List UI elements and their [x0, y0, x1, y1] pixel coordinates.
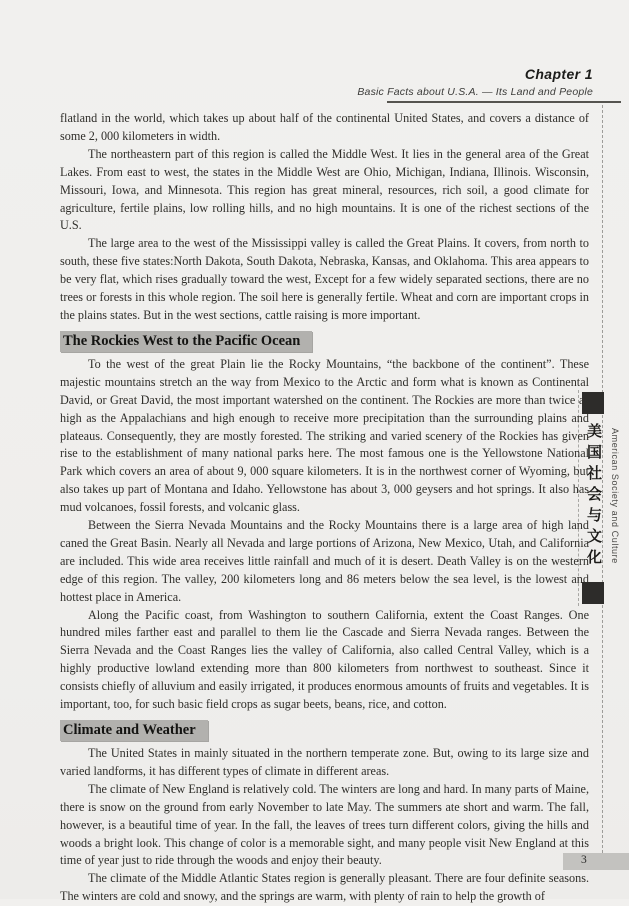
paragraph: The northeastern part of this region is called the Middle West. It lies in the general area of the Great Lakes. From east to west, the states in the Middle West are Ohio, Michigan, Indiana, Illinois. Wisconsin, Missouri, Iowa, and Minnesota. This region has great mineral, resources, rich soil, a good climate for agriculture, fertile plains, low rolling hills, and no high mountains. It is one of the richest sections of the U.S.: [60, 146, 589, 233]
section-heading: [60, 331, 589, 351]
paragraph: The United States in mainly situated in the northern temperate zone. But, owing to its large size and varied landforms, it has different types of climate in different areas.: [60, 746, 589, 778]
header-rule: [387, 101, 621, 103]
chapter-title: Chapter 1: [524, 66, 593, 82]
page-number: 3: [581, 854, 587, 866]
paragraph: Along the Pacific coast, from Washington to southern California, extent the Coast Ranges. One hundred miles farther east and parallel to them lie the Cascade and Sierra Nevada ranges. Between the Sierra Nevada and the Coast Ranges lies the valley of California, also called Central Valley, which is a highly productive lowland extending more than 800 kilometers from northwest to southeast. Since it consists chiefly of alluvium and easily irrigated, it produces enormous amounts of fruits and vegetables. It is important, too, for such basic field crops as sugar beets, beans, rice, and cotton.: [60, 607, 589, 712]
chapter-subtitle: Basic Facts about U.S.A. — Its Land and People: [357, 86, 593, 98]
paragraph: To the west of the great Plain lie the Rocky Mountains, “the backbone of the continent”. These majestic mountains stretch an the way from Mexico to the Arctic and form what is known as Continental David, or Great David, the most important watershed on the continent. The Rockies are more than twice as high as the Appalachians and high enough to receive more precipitation than the surrounding plains and plateaus. Consequently, they are mostly forested. The striking and varied scenery of the Rockies has given rise to the establishment of many national parks here. The most famous one is the Yellowstone National Park which covers an area of about 9, 000 square kilometers. It is in the northwest corner of Wyoming, but also takes up part of Montana and Idaho. Yellowstone has about 3, 000 geysers and hot springs. It also has mud volcanoes, fossil forests, and volcanic glass.: [60, 356, 589, 515]
paragraph: Between the Sierra Nevada Mountains and the Rocky Mountains there is a large area of high land caned the Great Basin. Nearly all Nevada and large portions of Arizona, New Mexico, Utah, and California are included. This wide area receives little rainfall and much of it is desert. Death Valley is on the western edge of this region. The valley, 200 kilometers long and 86 meters below the sea level, is the lowest and hottest place in America.: [60, 518, 589, 604]
book-title-chinese: 美国社会与文化: [585, 423, 601, 570]
book-title-english: American Society and Culture: [610, 428, 620, 564]
paragraph: The climate of the Middle Atlantic States region is generally pleasant. There are four definite seasons. The winters are cold and snowy, and the springs are warm, with plenty of rain to help the growth of: [60, 871, 589, 904]
paragraph: flatland in the world, which takes up about half of the continental United States, and covers a distance of some 2, 000 kilometers in width.: [60, 111, 589, 143]
paragraph: The climate of New England is relatively cold. The winters are long and hard. In many parts of Maine, there is snow on the ground from early November to late May. The summers ate short and warm. The fall, however, is a beautiful time of year. In the fall, the leaves of trees turn different colors, giving the hills and woods a bright look. This change of color is a memorable sight, and many people visit New England at this time of year just to ride through the woods and enjoy their beauty.: [60, 781, 589, 868]
page-number-bar: [563, 853, 629, 870]
section-heading-band: The Rockies West to the Pacific Ocean: [60, 331, 312, 352]
section-heading: [60, 720, 589, 740]
page-header: [357, 66, 593, 98]
paragraph: The large area to the west of the Mississippi valley is called the Great Plains. It covers, from north to south, these five states:North Dakota, South Dakota, Nebraska, Kansas, and Oklahoma. This area appears to be very flat, which rises gradually toward the west, Except for a few widely separated sections, there are no trees or forests in this whole region. The soil here is generally fertile. Wheat and corn are important crops in the plains states. But in the west sections, cattle raising is more important.: [60, 236, 589, 322]
section-heading-band: Climate and Weather: [60, 720, 208, 741]
text-column: [60, 110, 589, 906]
